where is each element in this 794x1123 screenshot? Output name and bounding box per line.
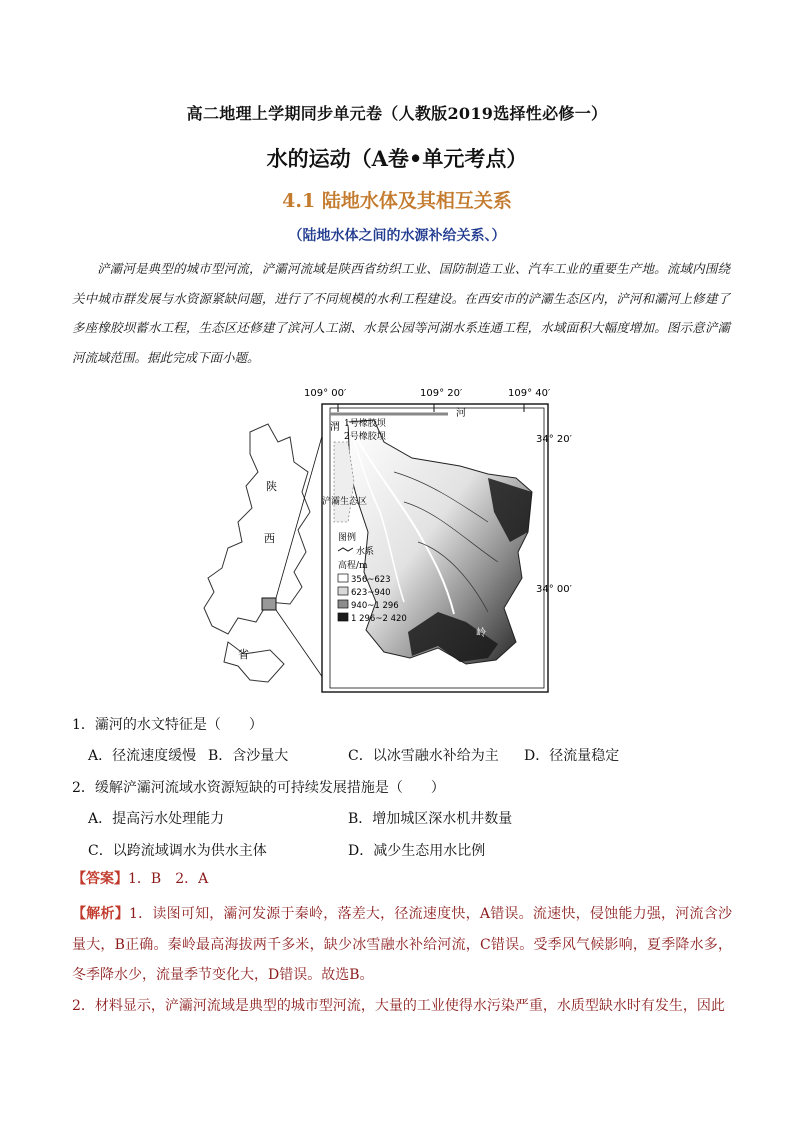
lat-label-1: 34° 20′: [536, 434, 572, 445]
answer-tag: 【答案】: [72, 871, 128, 887]
legend-item-4: 1 296~2 420: [351, 614, 407, 624]
analysis-tag: 【解析】: [72, 906, 129, 922]
lon-label-1: 109° 00′: [304, 388, 347, 399]
analysis-paragraph-1: [72, 899, 732, 991]
legend-item-2: 623~940: [351, 588, 391, 598]
page-title: 水的运动（A卷•单元考点）: [266, 146, 528, 171]
legend-item-1: 356~623: [351, 575, 391, 585]
question-1-option-a[interactable]: A．径流速度缓慢: [88, 748, 197, 764]
question-2-option-c[interactable]: C．以跨流域调水为供水主体: [88, 843, 267, 859]
basin-map: [198, 382, 572, 694]
shaanxi-outline: [204, 424, 310, 634]
river-label: 河: [456, 408, 466, 419]
topic-heading: （陆地水体之间的水源补给关系、）: [288, 228, 506, 244]
question-2-option-b[interactable]: B．增加城区深水机井数量: [348, 811, 513, 827]
legend-item-3: 940~1 296: [351, 601, 399, 611]
legend-title: 图例: [338, 533, 357, 543]
question-2-stem: 2．缓解浐灞河流域水资源短缺的可持续发展措施是（ ）: [72, 780, 445, 796]
question-2-option-a[interactable]: A．提高污水处理能力: [88, 811, 225, 827]
lon-label-3: 109° 40′: [508, 388, 551, 399]
province-char-shaan: 陕: [266, 480, 277, 493]
lat-label-2: 34° 00′: [536, 584, 572, 595]
legend-swatch-3: [338, 600, 348, 608]
legend-swatch-4: [338, 613, 348, 621]
inset-marker: [262, 598, 276, 610]
legend-swatch-1: [338, 574, 348, 582]
dam1-label: 1号橡胶坝: [344, 419, 386, 429]
section-heading: 4.1 陆地水体及其相互关系: [282, 190, 512, 212]
question-1-option-c[interactable]: C．以冰雪融水补给为主: [348, 748, 499, 764]
series-title: 高二地理上学期同步单元卷（人教版2019选择性必修一）: [186, 104, 608, 123]
legend-elev: 高程/m: [338, 561, 368, 571]
wei-label: 渭: [330, 422, 340, 433]
mountain-char-ling: 岭: [476, 628, 486, 639]
province-char-sheng: 省: [238, 648, 249, 661]
lon-label-2: 109° 20′: [420, 388, 463, 399]
answer-text: 1．B 2．A: [128, 871, 209, 887]
mountain-char-qin: 秦: [522, 544, 532, 555]
question-1-option-d[interactable]: D．径流量稳定: [524, 748, 620, 764]
analysis-text-1: 1．读图可知，灞河发源于秦岭，落差大，径流速度快，A错误。流速快，侵蚀能力强，河流含沙量大，B正确。秦岭最高海拔两千多米，缺少冰雪融水补给河流，C错误。受季风气候影响，夏季降水多，冬季降水少，流量季节变化大，D错误。故选B。: [72, 906, 733, 983]
answer-line: [72, 868, 208, 888]
legend-river: 水系: [356, 547, 375, 557]
question-1-option-b[interactable]: B．含沙量大: [208, 748, 289, 764]
question-1-stem: 1．灞河的水文特征是（ ）: [72, 717, 263, 733]
province-char-xi: 西: [264, 532, 275, 545]
analysis-paragraph-2: 2．材料显示，浐灞河流域是典型的城市型河流，大量的工业使得水污染严重，水质型缺水时有发生，因此: [72, 998, 725, 1014]
question-2-option-d[interactable]: D．减少生态用水比例: [348, 843, 486, 859]
legend-swatch-2: [338, 587, 348, 595]
reading-passage: 浐灞河是典型的城市型河流，浐灞河流域是陕西省纺织工业、国防制造工业、汽车工业的重要生产地。流域内围绕关中城市群发展与水资源紧缺问题，进行了不同规模的水利工程建设。在西安市的浐灞生态区内，浐河和灞河上修建了多座橡胶坝蓄水工程，生态区还修建了滨河人工湖、水景公园等河湖水系连通工程，水域面积大幅度增加。图示意浐灞河流域范围。据此完成下面小题。: [72, 261, 730, 365]
eco-zone-label: 浐灞生态区: [322, 497, 368, 507]
dam2-label: 2号橡胶坝: [344, 432, 386, 442]
